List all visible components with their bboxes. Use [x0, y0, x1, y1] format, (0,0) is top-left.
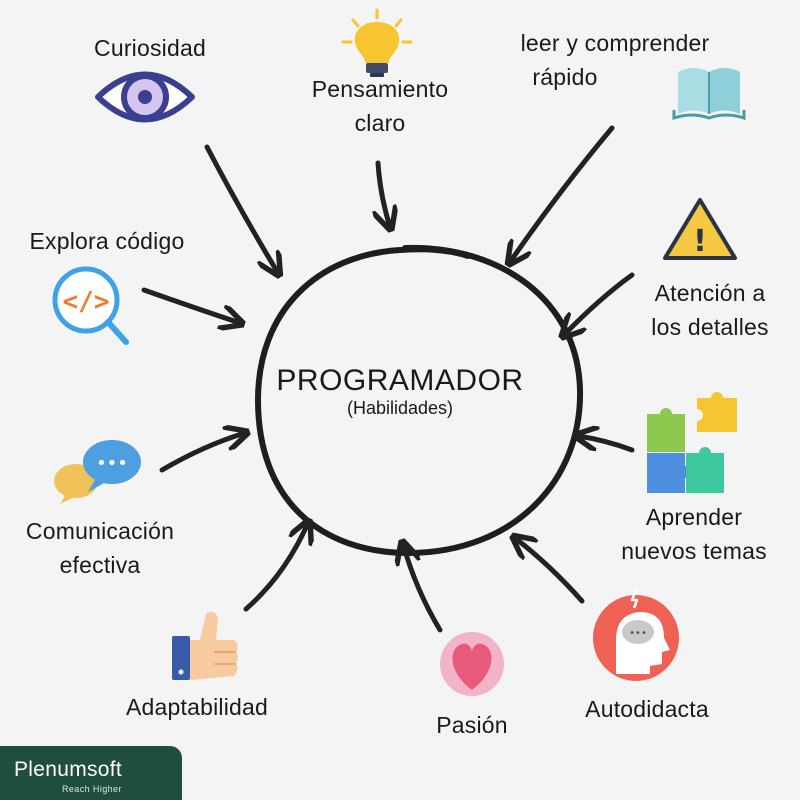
- arrow-aprender: [578, 436, 632, 450]
- label-comunicacion: Comunicación efectiva: [25, 518, 175, 578]
- mind-dots: •••: [629, 628, 647, 639]
- eye-icon: [98, 75, 192, 120]
- label-leer: leer y comprender rápido: [520, 30, 710, 90]
- chat-bubbles-icon: [54, 440, 141, 504]
- arrow-leer: [510, 128, 612, 262]
- label-explora: Explora código: [29, 228, 185, 254]
- label-atencion: Atención a los detalles: [651, 280, 769, 340]
- arrow-explora: [144, 290, 240, 323]
- brand-badge: [0, 746, 182, 800]
- label-adaptabilidad: Adaptabilidad: [126, 694, 268, 720]
- puzzle-icon: [647, 392, 737, 493]
- chat-glyph: •••: [96, 453, 128, 474]
- label-aprender: Aprender nuevos temas: [621, 504, 767, 564]
- arrow-atencion: [564, 275, 632, 335]
- lightbulb-icon: [343, 10, 411, 77]
- label-pasion: Pasión: [436, 712, 508, 738]
- arrow-pensamiento: [378, 163, 390, 227]
- brand-tagline: Reach Higher: [62, 784, 122, 794]
- heart-icon: [440, 632, 504, 696]
- label-curiosidad: Curiosidad: [94, 35, 206, 61]
- thumbs-up-icon: [172, 612, 238, 680]
- arrow-curiosidad: [207, 147, 278, 273]
- label-autodidacta: Autodidacta: [585, 696, 709, 722]
- arrow-adaptabilidad: [246, 523, 308, 609]
- center-subtitle: (Habilidades): [346, 398, 454, 418]
- label-pensamiento: Pensamiento claro: [311, 76, 449, 136]
- warning-glyph: !: [693, 224, 707, 259]
- brand-logo-name: Plenumsoft: [14, 758, 123, 781]
- code-search-icon: [55, 269, 126, 342]
- arrow-autodidacta: [515, 538, 582, 601]
- center-title: PROGRAMADOR: [276, 364, 524, 397]
- arrow-comunicacion: [162, 433, 245, 470]
- code-glyph: </>: [62, 287, 110, 317]
- mind-head-icon: [593, 590, 679, 681]
- warning-icon: [665, 200, 735, 259]
- arrow-pasion: [403, 544, 440, 630]
